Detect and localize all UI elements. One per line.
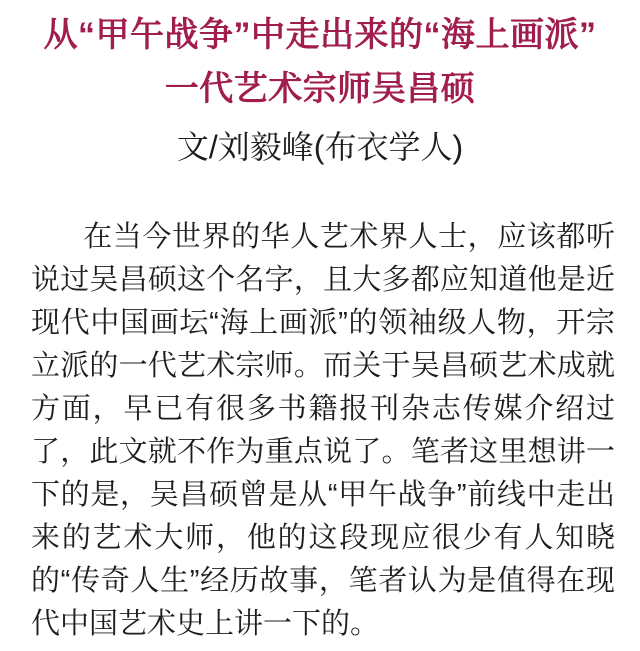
article-byline: 文/刘毅峰(布衣学人) bbox=[176, 129, 464, 165]
article-title-line-2: 一代艺术宗师吴昌硕 bbox=[164, 70, 476, 108]
article-paragraph: 在当今世界的华人艺术界人士，应该都听说过吴昌硕这个名字，且大多都应知道他是近现代中国画坛“海上画派”的领袖级人物，开宗立派的一代艺术宗师。而关于吴昌硕艺术成就方面，早已有很多书籍报刊杂志传媒介绍过了，此文就不作为重点说了。笔者这里想讲一下的是，吴昌硕曾是从“甲午战争”前线中走出来的艺术大师，他的这段现应很少有人知晓的“传奇人生”经历故事，笔者认为是值得在现代中国艺术史上讲一下的。 bbox=[31, 221, 615, 640]
article-title-line-1: 从“甲午战争”中走出来的“海上画派” bbox=[43, 16, 597, 54]
article-title bbox=[0, 0, 640, 116]
